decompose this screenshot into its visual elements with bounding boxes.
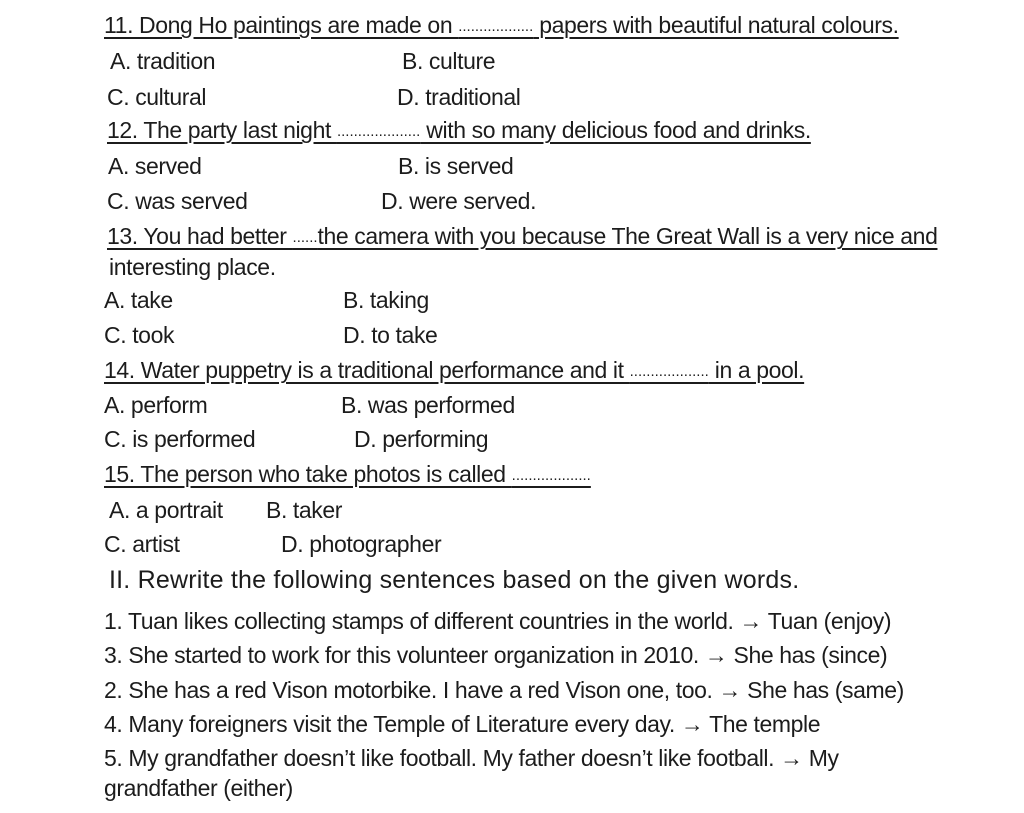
rewrite-item [104, 679, 904, 702]
arrow-icon: → [739, 608, 763, 634]
rewrite-sentence: 5. My grandfather doesn’t like football. My father doesn’t like football. [104, 745, 775, 771]
option-a: A. served [108, 153, 202, 179]
answer-blank: .................... [336, 123, 421, 140]
option-d: D. to take [343, 322, 438, 348]
rewrite-sentence: 3. She started to work for this volunteer organization in 2010. [104, 642, 699, 668]
arrow-icon: → [704, 642, 728, 668]
option-b: B. taker [266, 497, 343, 523]
answer-blank: .................. [458, 18, 534, 35]
rewrite-prompt: She has (same) [747, 677, 904, 703]
question-15-prefix: 15. The person who take photos is called [104, 461, 512, 487]
option-b: B. taking [343, 287, 429, 313]
question-11-suffix: papers with beautiful natural colours. [533, 12, 899, 38]
rewrite-item [104, 610, 891, 633]
option-a: A. a portrait [109, 497, 223, 523]
arrow-icon: → [780, 745, 803, 771]
option-a: A. tradition [110, 48, 216, 74]
rewrite-sentence: 4. Many foreigners visit the Temple of Literature every day. [104, 711, 675, 737]
option-d: D. traditional [397, 84, 521, 110]
rewrite-sentence: 2. She has a red Vison motorbike. I have a red Vison one, too. [104, 677, 713, 703]
option-b: B. was performed [341, 392, 515, 418]
section-heading: II. Rewrite the following sentences based on the given words. [109, 566, 800, 594]
rewrite-item-continued: grandfather (either) [104, 775, 293, 801]
option-a: A. take [104, 287, 173, 313]
option-b: B. is served [398, 153, 514, 179]
answer-blank: ...... [292, 229, 318, 246]
rewrite-item [104, 644, 887, 667]
rewrite-item [104, 713, 820, 736]
question-15-stem [104, 463, 591, 486]
rewrite-item [104, 747, 839, 770]
question-11-prefix: 11. Dong Ho paintings are made on [104, 12, 459, 38]
question-11-stem [104, 14, 899, 37]
arrow-icon: → [718, 677, 742, 703]
option-d: D. were served. [381, 188, 537, 214]
question-12-suffix: with so many delicious food and drinks. [420, 117, 811, 143]
question-14-stem [104, 359, 804, 382]
question-13-suffix: the camera with you because The Great Wall is a very nice and [317, 223, 938, 249]
option-c: C. was served [107, 188, 248, 214]
question-12-stem [107, 119, 811, 142]
answer-blank: ................... [629, 363, 709, 380]
rewrite-sentence: 1. Tuan likes collecting stamps of different countries in the world. [104, 608, 734, 634]
rewrite-prompt: She has (since) [733, 642, 888, 668]
answer-blank: ................... [511, 467, 591, 484]
question-13-stem-continued: interesting place. [109, 254, 276, 280]
option-d: D. performing [354, 426, 489, 452]
question-13-stem [107, 225, 937, 248]
option-c: C. took [104, 322, 175, 348]
question-14-suffix: in a pool. [708, 357, 805, 383]
option-b: B. culture [402, 48, 496, 74]
arrow-icon: → [680, 711, 704, 737]
rewrite-prompt: My [808, 745, 839, 771]
rewrite-prompt: Tuan (enjoy) [767, 608, 892, 634]
question-12-prefix: 12. The party last night [107, 117, 337, 143]
rewrite-prompt: The temple [709, 711, 821, 737]
option-a: A. perform [104, 392, 208, 418]
question-13-prefix: 13. You had better [107, 223, 293, 249]
question-14-prefix: 14. Water puppetry is a traditional performance and it [104, 357, 630, 383]
option-c: C. cultural [107, 84, 207, 110]
option-c: C. is performed [104, 426, 256, 452]
option-d: D. photographer [281, 531, 442, 557]
option-c: C. artist [104, 531, 180, 557]
